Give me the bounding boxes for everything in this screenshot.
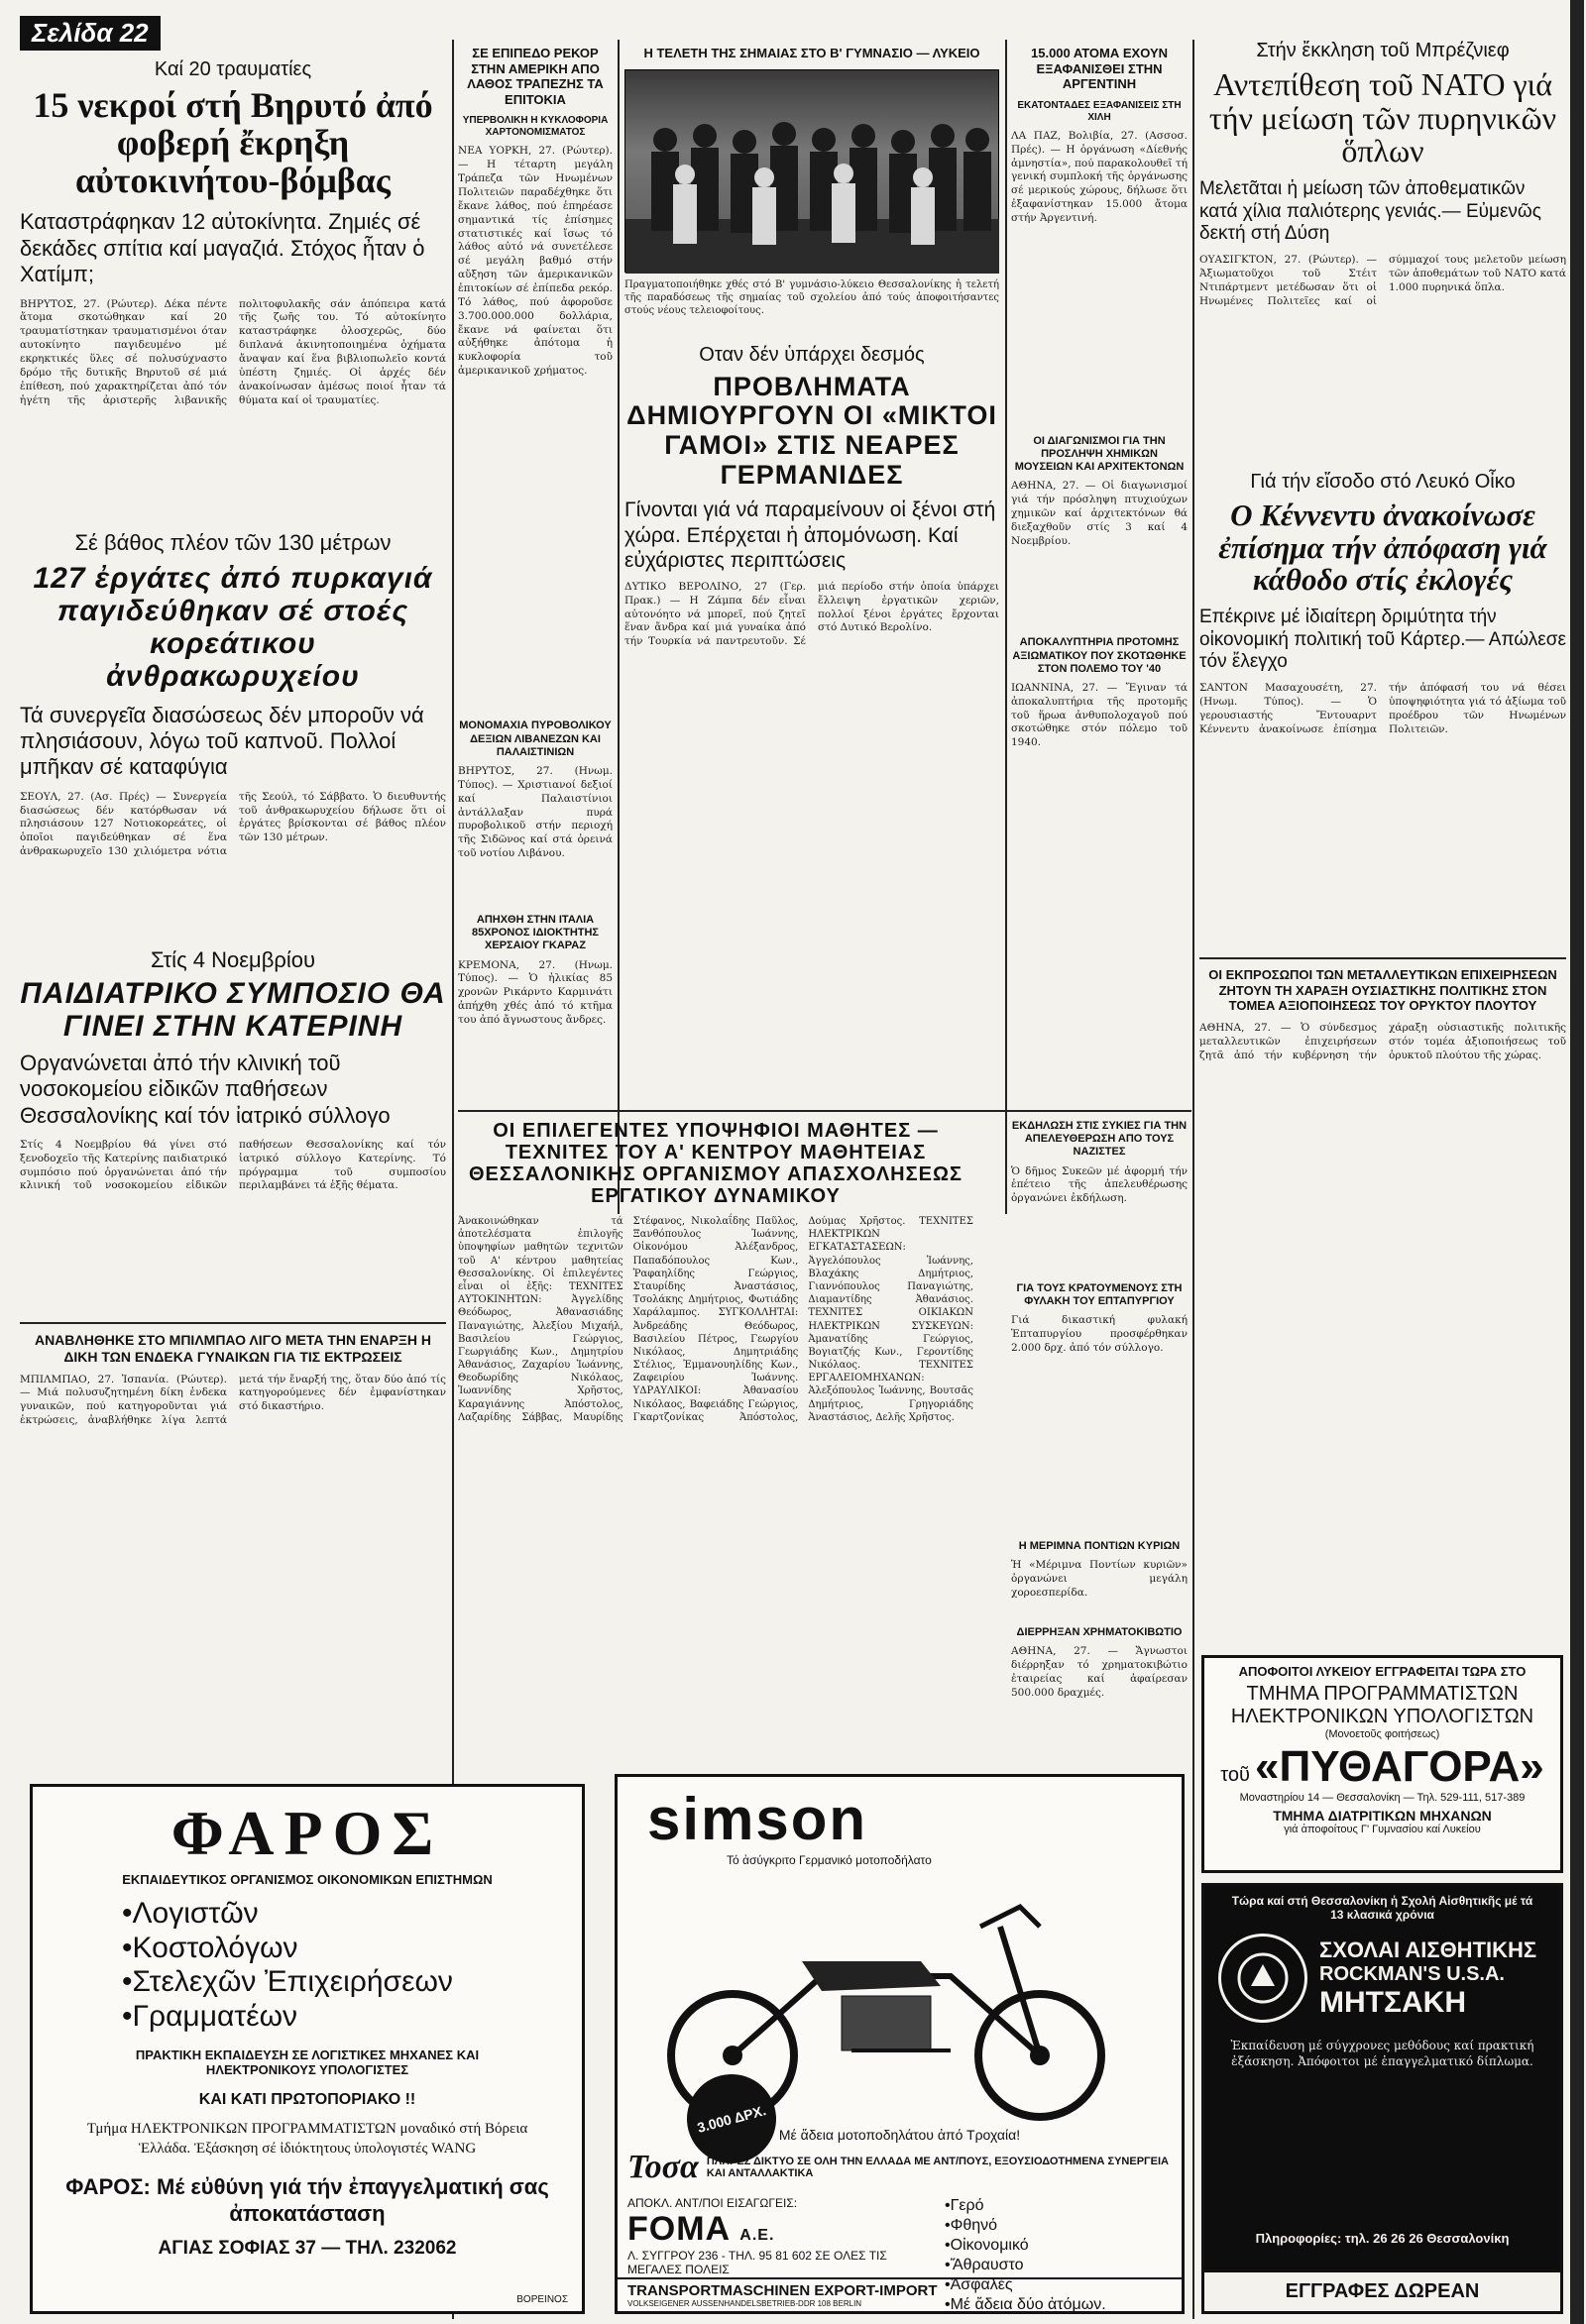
kicker-mine: Σέ βάθος πλέον τῶν 130 μέτρων (74, 529, 392, 555)
article-rates: ΝΕΑ ΥΟΡΚΗ, 27. (Ρώυτερ). — Η τέταρτη μεγάλη Τράπεζα τῶν Ηνωμένων Πολιτειῶν παραδέχθηκε ὅτι ἔκανε λάθος, πού ἐπηρέασε σημαντικά τίς ἐπίσημες στατιστικές καί ἴσως τό λάθος αὐτό νά συνετέλεσε σέ μεγάλη βαθμό στήν αὔξηση τῶν ἀμερικανικῶν ἐπιτοκίων σέ ἐπίπεδα ρεκόρ. Τό λάθος, πού ἀφοροῦσε 3.700.000.000 δολλάρια, ἔκανε νά φαίνεται ὅτι αὐξήθηκε ἀπότομα ἡ κυκλοφορία τοῦ ἀμερικανικοῦ χρήματος. (458, 145, 613, 378)
article-pontian: Ἡ «Μέριμνα Ποντίων κυριῶν» ὀργανώνει μεγάλη χοροεσπερίδα. (1011, 1559, 1188, 1599)
pyth-line1: ΑΠΟΦΟΙΤΟΙ ΛΥΚΕΙΟΥ ΕΓΓΡΑΦΕΙΤΑΙ ΤΩΡΑ ΣΤΟ (1238, 1664, 1527, 1679)
column-rule (1005, 40, 1007, 1214)
faros-item: •Λογιστῶν (122, 1897, 259, 1930)
column-2 (458, 0, 613, 1078)
faros-subtitle: ΕΚΠΑΙΔΕΥΤΙΚΟΣ ΟΡΓΑΝΙΣΜΟΣ ΟΙΚΟΝΟΜΙΚΩΝ ΕΠΙΣΤΗΜΩΝ (122, 1872, 493, 1887)
simson-footer (618, 2277, 1182, 2311)
ad-faros (30, 1784, 585, 2314)
subhead-kennedy: Επέκρινε μέ ἰδιαίτερη δριμύτητα τήν οἰκονομική πολιτική τοῦ Κάρτερ.— Απώλεσε τόν ἔλεγχο (1199, 606, 1566, 673)
feature-item: •Γερό (945, 2197, 984, 2214)
ad-pythagora (1201, 1655, 1563, 1873)
mitsaki-top: Τώρα καί στή Θεσσαλονίκη ἡ Σχολή Αἰσθητικῆς μέ τά 13 κλασικά χρόνια (1231, 1894, 1533, 1922)
faros-line4: ΦΑΡΟΣ: Μέ εὐθύνη γιά τήν ἐπαγγελματική σας ἀποκατάσταση (65, 2173, 549, 2226)
headline-bilbao: ΑΝΑΒΛΗΘΗΚΕ ΣΤΟ ΜΠΙΛΜΠΑΟ ΛΙΓΟ ΜΕΤΑ ΤΗΝ ΕΝΑΡΞΗ Η ΔΙΚΗ ΤΩΝ ΕΝΔΕΚΑ ΓΥΝΑΙΚΩΝ ΓΙΑ ΤΙΣ ΕΚΤΡΩΣΕΙΣ (34, 1331, 432, 1365)
column-rule (618, 40, 620, 1214)
headline-kennedy: Ο Κέννεντυ ἀνακοίνωσε ἐπίσημα τήν ἀπόφαση γιά κάθοδο στίς ἐκλογές (1218, 498, 1547, 598)
simson-brand: simson (647, 1786, 868, 1852)
pyth-line4: ΤΜΗΜΑ ΔΙΑΤΡΙΤΙΚΩΝ ΜΗΧΑΝΩΝ (1273, 1808, 1492, 1824)
article-mine: ΣΕΟΥΛ, 27. (Ασ. Πρές) — Συνεργεία διασώσεως δέν κατόρθωσαν νά πλησιάσουν 127 Νοτιοκορεάτες, οἱ ὁποῖοι παγιδεύθηκαν σέ ἕνα ἀνθρακωρυχεῖο 130 χιλιόμετρα νότια τῆς Σεούλ, τό Σάββατο. Ὁ διευθυντής τοῦ ἀνθρακωρυχείου δήλωσε ὅτι οἱ ἐργάτες βρίσκονται σέ βάθος πλέον τῶν 130 μέτρων. (20, 790, 446, 858)
article-argentina: ΛΑ ΠΑΖ, Βολιβία, 27. (Ασσοσ. Πρές). — Η ὀργάνωση «Δίεθνής ἀμνηστία», πού παρακολουθεῖ τή γενική συμπλοκή τῆς ὀργάνωσης σέ μερικούς χώρους, δήλωσε ὅτι ἐξαφανίστηκαν 15.000 ἄτομα στήν Ἀργεντινή. (1011, 129, 1188, 224)
dealer-line: ΠΛΗΡΕΣ ΔΙΚΤΥΟ ΣΕ ΟΛΗ ΤΗΝ ΕΛΛΑΔΑ ΜΕ ΑΝΤ/ΠΟΥΣ, ΕΞΟΥΣΙΟΔΟΤΗΜΕΝΑ ΣΥΝΕΡΓΕΙΑ ΚΑΙ ΑΝΤΑΛΛΑΚΤΙΚΑ (706, 2156, 1170, 2179)
article-marriages: ΔΥΤΙΚΟ ΒΕΡΟΛΙΝΟ, 27 (Γερ. Πρακ.) — Η Ζάμπα δέν εἶναι αὐτονόητο νά μπορεῖ, πού ζητεῖ ἕναν ἄνδρα καί μιά γυναίκα ἀπό τήν Τουρκία νά παντρευτοῦν. Σέ μιά περίοδο στήν ὁποία ὑπάρχει ἔλλειψη ἐργατικῶν χεριῶν, πολλοί ξένοι ἐργάτες ἔρχονται στό Δυτικό Βερολίνο. (624, 580, 999, 648)
importer-address: Λ. ΣΥΓΓΡΟΥ 236 - ΤΗΛ. 95 81 602 ΣΕ ΟΛΕΣ ΤΙΣ ΜΕΓΑΛΕΣ ΠΟΛΕΙΣ (627, 2249, 887, 2276)
article-bilbao: ΜΠΙΛΜΠΑΟ, 27. Ἰσπανία. (Ρώυτερ). — Μιά πολυσυζητημένη δίκη ἐνδεκα γυναικῶν, πού κατηγοροῦνται γιά ἐκτρώσεις, ἀναβλήθηκε λίγα λεπτά μετά τήν ἔναρξή της, ὅταν δύο ἀπό τίς κατηγορούμενες δέν ἐμφανίστηκαν στό δικαστήριο. (20, 1373, 446, 1427)
pyth-line5: γιά ἀποφοίτους Γ' Γυμνασίου καί Λυκείου (1284, 1824, 1481, 1835)
mitsaki-emblem-icon (1218, 1934, 1307, 2023)
headline-italy: ΑΠΗΧΘΗ ΣΤΗΝ ΙΤΑΛΙΑ 85ΧΡΟΝΟΣ ΙΔΙΟΚΤΗΤΗΣ ΧΕΡΣΑΙΟΥ ΓΚΑΡΑΖ (471, 913, 600, 952)
pyth-name: «ΠΥΘΑΓΟΡΑ» (1255, 1742, 1544, 1791)
article-lebanon: ΒΗΡΥΤΟΣ, 27. (Ηνωμ. Τύπος). — Χριστιανοί δεξιοί καί Παλαιστίνιοι ἀντάλλαξαν πυρά πυροβολικοῦ στήν περιοχή τῆς Σιδῶνος καί στά ὀρεινά τοῦ νοτίου Λιβάνου. (458, 764, 613, 860)
subhead-argentina: ΕΚΑΤΟΝΤΑΔΕΣ ΕΞΑΦΑΝΙΣΕΙΣ ΣΤΗ ΧΙΛΗ (1017, 99, 1182, 123)
importer-name (627, 2210, 925, 2249)
emblem-graphic (1233, 1948, 1293, 2008)
pyth-address: Μοναστηρίου 14 — Θεσσαλονίκη — Τηλ. 529-111, 517-389 (1239, 1792, 1526, 1804)
section-rule (20, 1322, 446, 1324)
headline-flag: Η ΤΕΛΕΤΗ ΤΗΣ ΣΗΜΑΙΑΣ ΣΤΟ Β' ΓΥΜΝΑΣΙΟ — ΛΥΚΕΙΟ (643, 46, 980, 60)
article-kennedy: ΣΑΝΤΟΝ Μασαχουσέτη, 27. (Ηνωμ. Τύπος). — Ὁ γερουσιαστής Ἔντουαρντ Κέννεντυ ἀνακοίνωσε ἐπίσημα τήν ἀπόφασή του νά θέσει ὑποψηφιότητα γιά τό ἀξίωμα τοῦ προέδρου τῶν Ηνωμένων Πολιτειῶν. (1199, 682, 1566, 735)
headline-marriages: ΠΡΟΒΛΗΜΑΤΑ ΔΗΜΙΟΥΡΓΟΥΝ ΟΙ «ΜΙΚΤΟΙ ΓΑΜΟΙ» ΣΤΙΣ ΝΕΑΡΕΣ ΓΕΡΜΑΝΙΔΕΣ (626, 371, 997, 490)
mitsaki-register: ΕΓΓΡΑΦΕΣ ΔΩΡΕΑΝ (1204, 2269, 1560, 2311)
dealer-logo: Τοσα (627, 2149, 699, 2185)
photo-ceremony (624, 69, 999, 273)
pyth-tou: τοῦ (1220, 1764, 1250, 1786)
simson-tagline: Τό ἀσύγκριτο Γερμανικό μοτοποδήλατο (727, 1853, 932, 1867)
kicker-symposium: Στίς 4 Νοεμβρίου (150, 946, 316, 972)
column-4-lower (1011, 1120, 1188, 1724)
article-prison: Γιά δικαστική φυλακή Ἑπταπυργίου προσφέρθηκαν 2.000 δρχ. ἀπό τόν σύλλογο. (1011, 1313, 1188, 1354)
ad-mitsaki (1201, 1883, 1563, 2314)
article-sykies: Ὁ δῆμος Συκεῶν μέ ἀφορμή τήν ἐπέτειο τῆς ἀπελευθέρωσης ὀργανώνει ἐκδήλωση. (1011, 1164, 1188, 1205)
mitsaki-titles (1319, 1937, 1546, 2020)
pyth-line3: (Μονοετοῦς φοιτήσεως) (1324, 1728, 1440, 1740)
faros-credit: ΒΟΡΕΙΝΟΣ (516, 2294, 568, 2305)
feature-item: •Οἰκονομικό (945, 2237, 1029, 2254)
photo-figures (625, 70, 999, 274)
article-trainees: Ἀνακοινώθηκαν τά ἀποτελέσματα ἐπιλογῆς ὑποψηφίων μαθητῶν τεχνιτῶν τοῦ Α' κέντρου μαθητείας Θεσσαλονίκης. Οἱ ἐπιλεγέντες εἶναι οἱ ἑξῆς: ΤΕΧΝΙΤΕΣ ΑΥΤΟΚΙΝΗΤΩΝ: Ἀγγελίδης Θεόδωρος, Ἀθανασιάδης Παναγιώτης, Ἀλεξίου Μιχαήλ, Βασιλείου Γεώργιος, Γεωργιάδης Κων., Δημητρίου Ἀθανάσιος, Ζαχαρίου Ἰωάννης, Θεοδωρίδης Νικόλαος, Ἰωαννίδης Χρῆστος, Καραγιάννης Ἀπόστολος, Λαζαρίδης Σάββας, Μαυρίδης Στέφανος, Νικολαΐδης Παῦλος, Ξανθόπουλος Ἰωάννης, Οἰκονόμου Ἀλέξανδρος, Παπαδόπουλος Κων., Ῥαφαηλίδης Γεώργιος, Σταυρίδης Ἀναστάσιος, Τσολάκης Δημήτριος, Φωτιάδης Χαράλαμπος. ΣΥΓΚΟΛΛΗΤΑΙ: Ἀνδρεάδης Θεόδωρος, Βασιλείου Πέτρος, Γεωργίου Νικόλαος, Δημητριάδης Στέλιος, Ἐμμανουηλίδης Κων., Ζαφειρίου Ἰωάννης. ΥΔΡΑΥΛΙΚΟΙ: Ἀθανασίου Νικόλαος, Βαφειάδης Γεώργιος, Γκαρτζονίκας Ἀπόστολος, Δούμας Χρῆστος. ΤΕΧΝΙΤΕΣ ΗΛΕΚΤΡΙΚΩΝ ΕΓΚΑΤΑΣΤΑΣΕΩΝ: Ἀγγελόπουλος Ἰωάννης, Βλαχάκης Δημήτριος, Γιαννόπουλος Παναγιώτης, Διαμαντίδης Ἀθανάσιος. ΤΕΧΝΙΤΕΣ ΟΙΚΙΑΚΩΝ ΗΛΕΚΤΡΙΚΩΝ ΣΥΣΚΕΥΩΝ: Ἀμανατίδης Γεώργιος, Βογιατζής Κων., Γεροντίδης Νικόλαος. ΤΕΧΝΙΤΕΣ ΕΡΓΑΛΕΙΟΜΗΧΑΝΩΝ: Ἀλεξόπουλος Ἰωάννης, Βουτσᾶς Δημήτριος, Γρηγοριάδης Ἀναστάσιος, Δελῆς Χρῆστος. (458, 1216, 973, 1423)
headline-nato: Αντεπίθεση τοῦ ΝΑΤΟ γιά τήν μείωση τῶν πυρηνικῶν ὅπλων (1208, 66, 1557, 169)
price-badge: 3.000 ΔΡΧ. (677, 2064, 786, 2173)
headline-symposium: ΠΑΙΔΙΑΤΡΙΚΟ ΣΥΜΠΟΣΙΟ ΘΑ ΓΙΝΕΙ ΣΤΗΝ ΚΑΤΕΡΙΝΗ (20, 976, 446, 1043)
mitsaki-contact: Πληροφορίες: τηλ. 26 26 26 Θεσσαλονίκη (1255, 2231, 1510, 2246)
headline-mining: ΟΙ ΕΚΠΡΟΣΩΠΟΙ ΤΩΝ ΜΕΤΑΛΛΕΥΤΙΚΩΝ ΕΠΙΧΕΙΡΗΣΕΩΝ ΖΗΤΟΥΝ ΤΗ ΧΑΡΑΞΗ ΟΥΣΙΑΣΤΙΚΗΣ ΠΟΛΙΤΙΚΗΣ ΣΤΟΝ ΤΟΜΕΑ ΑΞΙΟΠΟΙΗΣΕΩΣ ΤΟΥ ΟΡΥΚΤΟΥ ΠΛΟΥΤΟΥ (1208, 967, 1557, 1014)
headline-chemists: ΟΙ ΔΙΑΓΩΝΙΣΜΟΙ ΓΙΑ ΤΗΝ ΠΡΟΣΛΗΨΗ ΧΗΜΙΚΩΝ ΜΟΥΣΕΙΩΝ ΚΑΙ ΑΡΧΙΤΕΚΤΟΝΩΝ (1014, 434, 1185, 474)
headline-argentina: 15.000 ΑΤΟΜΑ ΕΧΟΥΝ ΕΞΑΦΑΝΙΣΘΕΙ ΣΤΗΝ ΑΡΓΕΝΤΙΝΗ (1031, 46, 1168, 92)
column-5 (1199, 0, 1566, 1428)
article-chemists: ΑΘΗΝΑ, 27. — Οἱ διαγωνισμοί γιά τήν πρόσληψη πτυχιούχων χημικῶν καί ἀρχιτεκτόνων θά διεξαχθοῦν στίς 3 καί 4 Νοεμβρίου. (1011, 480, 1188, 547)
kicker-nato: Στήν ἔκκληση τοῦ Μπρέζνιεφ (1256, 40, 1510, 61)
article-italy: ΚΡΕΜΟΝΑ, 27. (Ηνωμ. Τύπος). — Ὁ ἠλικίας 85 χρονῶν Ρικάρντο Καρμινάτι ἀπήχθη χθές ἀπό τό κτῆμα του ἀπό ἄγνωστους ἄνδρες. (458, 958, 613, 1026)
column-3 (624, 0, 999, 858)
footer-title: TRANSPORTMASCHINEN EXPORT-IMPORT (627, 2282, 938, 2299)
mitsaki-header (1218, 1934, 1546, 2023)
headline-prison: ΓΙΑ ΤΟΥΣ ΚΡΑΤΟΥΜΕΝΟΥΣ ΣΤΗ ΦΥΛΑΚΗ ΤΟΥ ΕΠΤΑΠΥΡΓΙΟΥ (1016, 1281, 1183, 1307)
feature-item: •Φθηνό (945, 2217, 998, 2234)
faros-item: •Στελεχῶν Ἐπιχειρήσεων (122, 1965, 453, 1998)
article-beirut: ΒΗΡΥΤΟΣ, 27. (Ρώυτερ). Δέκα πέντε ἄτομα σκοτώθηκαν καί 20 τραυματίστηκαν τραυματισμένοι όταν αυτοκίνητο παγιδευμένο μέ εκρηκτικές ὕλες σέ πολυσύχναστο δρόμο τῆς δυτικῆς Βηρυτοῦ σέ μιά ἐπίθεση, πού χαρακτηρίζεται ἀπό τόν ἡγέτη τῆς ἀριστερῆς λιβανικῆς πολιτοφυλακῆς σάν ἀπόπειρα κατά τῆς ζωῆς του. Τό αὐτοκίνητο καταστράφηκε ὁλοσχερῶς, δύο διπλανά ἀκινητοποιημένα ὀχήματα ἄναψαν καί ἕνα βιβλιοπωλεῖο κοντά ὑπέστη ζημιές. Οἱ ἀρχές δέν ἀνακοίνωσαν ἀμέσως ποιοί ἦταν τά θύματα καί οἱ τραυματίες. (20, 297, 446, 406)
importer-brand: FOMA (627, 2210, 730, 2248)
headline-bust: ΑΠΟΚΑΛΥΠΤΗΡΙΑ ΠΡΟΤΟΜΗΣ ΑΞΙΩΜΑΤΙΚΟΥ ΠΟΥ ΣΚΟΤΩΘΗΚΕ ΣΤΟΝ ΠΟΛΕΜΟ ΤΟΥ '40 (1012, 636, 1187, 675)
faros-list (122, 1897, 582, 2034)
pyth-line2: ΤΜΗΜΑ ΠΡΟΓΡΑΜΜΑΤΙΣΤΩΝ ΗΛΕΚΤΡΟΝΙΚΩΝ ΥΠΟΛΟΓΙΣΤΩΝ (1230, 1683, 1534, 1727)
section-rule (1199, 957, 1566, 959)
faros-address: ΑΓΙΑΣ ΣΟΦΙΑΣ 37 — ΤΗΛ. 232062 (158, 2237, 457, 2259)
trainees-section (458, 1120, 973, 1844)
article-symposium: Στίς 4 Νοεμβρίου θά γίνει στό ξενοδοχεῖο τῆς Κατερίνης παιδιατρικό συμπόσιο πού ὀργανώνεται ἀπό τήν κλινική τοῦ νοσοκομείου εἰδικῶν παθήσεων Θεσσαλονίκης καί τόν ἰατρικό σύλλογο Κατερίνης. Τό πρόγραμμα τοῦ συμποσίου περιλαμβάνει τά ἑξῆς θέματα. (20, 1138, 446, 1192)
headline-mine: 127 ἐργάτες ἀπό πυρκαγιά παγιδεύθηκαν σέ στοές κορεάτικου ἀνθρακωρυχείου (33, 561, 433, 693)
faros-line2: ΚΑΙ ΚΑΤΙ ΠΡΩΤΟΠΟΡΙΑΚΟ !! (198, 2091, 416, 2108)
ad-simson (615, 1774, 1185, 2314)
footer-small: VOLKSEIGENER AUSSENHANDELSBETRIEB-DDR 108 BERLIN (627, 2299, 862, 2308)
faros-item: •Κοστολόγων (122, 1931, 298, 1964)
feature-item: •Μέ ἄδεια δύο ἀτόμων. (945, 2296, 1106, 2313)
pyth-name-row (1204, 1742, 1560, 1792)
simson-license: Μέ ἄδεια μοτοποδηλάτου ἀπό Τροχαία! (778, 2127, 1021, 2143)
article-bust: ΙΩΑΝΝΙΝΑ, 27. — Ἔγιναν τά ἀποκαλυπτήρια τῆς προτομῆς τοῦ ἥρωα ἀνθυπολοχαγοῦ πού σκοτώθηκε στόν πόλεμο τοῦ 1940. (1011, 681, 1188, 749)
page-edge (1570, 0, 1584, 2324)
mitsaki-title1: ΣΧΟΛΑΙ ΑΙΣΘΗΤΙΚΗΣ (1319, 1937, 1537, 1962)
mitsaki-title2: ROCKMAN'S U.S.A. (1319, 1962, 1505, 1985)
importer-label: ΑΠΟΚΛ. ΑΝΤ/ΠΟΙ ΕΙΣΑΓΩΓΕΙΣ: (627, 2196, 798, 2210)
headline-trainees: ΟΙ ΕΠΙΛΕΓΕΝΤΕΣ ΥΠΟΨΗΦΙΟΙ ΜΑΘΗΤΕΣ — ΤΕΧΝΙΤΕΣ ΤΟΥ Α' ΚΕΝΤΡΟΥ ΜΑΘΗΤΕΙΑΣ ΘΕΣΣΑΛΟΝΙΚΗΣ ΟΡΓΑΝΙΣΜΟΥ ΑΠΑΣΧΟΛΗΣΕΩΣ ΕΡΓΑΤΙΚΟΥ ΔΥΝΑΜΙΚΟΥ (468, 1120, 963, 1207)
feature-item: •Ἀσφαλές (945, 2276, 1013, 2293)
mitsaki-body: Ἐκπαίδευση μέ σύγχρονες μεθόδους καί πρακτική ἐξάσκηση. Ἀπόφοιτοι μέ ἐπαγγελματικό δίπλωμα. (1230, 2039, 1534, 2068)
caption-ceremony: Πραγματοποιήθηκε χθές στό Β' γυμνάσιο-λύκειο Θεσσαλονίκης ἡ τελετή τῆς παραδόσεως τῆς σημαίας τοῦ σχολείου ἀπό τούς ἀποφοιτήσαντες στούς νέους τελειοφοίτους. (624, 278, 999, 316)
faros-line1: ΠΡΑΚΤΙΚΗ ΕΚΠΑΙΔΕΥΣΗ ΣΕ ΛΟΓΙΣΤΙΚΕΣ ΜΗΧΑΝΕΣ ΚΑΙ ΗΛΕΚΤΡΟΝΙΚΟΥΣ ΥΠΟΛΟΓΙΣΤΕΣ (135, 2047, 480, 2077)
column-rule (1192, 40, 1194, 2319)
subhead-symposium: Οργανώνεται ἀπό τήν κλινική τοῦ νοσοκομείου εἰδικῶν παθήσεων Θεσσαλονίκης καί τόν ἰατρικό σύλλογο (20, 1050, 391, 1128)
headline-lebanon: ΜΟΝΟΜΑΧΙΑ ΠΥΡΟΒΟΛΙΚΟΥ ΔΕΞΙΩΝ ΛΙΒΑΝΕΖΩΝ ΚΑΙ ΠΑΛΑΙΣΤΙΝΙΩΝ (459, 719, 612, 758)
section-rule (458, 1110, 1191, 1112)
subhead-nato: Μελετᾶται ἡ μείωση τῶν ἀποθεματικῶν κατά χίλια παλιότερης γενιάς.— Εὐμενῶς δεκτή στή Δύση (1199, 177, 1541, 245)
feature-item: •Ἄθραυστο (945, 2257, 1024, 2273)
importer-suffix: Α.Ε. (739, 2227, 775, 2244)
faros-title: ΦΑΡΟΣ (170, 1798, 444, 1868)
subhead-rates: ΥΠΕΡΒΟΛΙΚΗ Η ΚΥΚΛΟΦΟΡΙΑ ΧΑΡΤΟΝΟΜΙΣΜΑΤΟΣ (462, 115, 609, 139)
article-safe: ΑΘΗΝΑ, 27. — Ἄγνωστοι διέρρηξαν τό χρηματοκιβώτιο ἐταιρείας καί ἀφαίρεσαν 500.000 δραχμές. (1011, 1645, 1188, 1699)
kicker-marriages: Οταν δέν ὑπάρχει δεσμός (699, 343, 925, 366)
headline-safe: ΔΙΕΡΡΗΞΑΝ ΧΡΗΜΑΤΟΚΙΒΩΤΙΟ (1016, 1626, 1183, 1639)
headline-beirut: 15 νεκροί στή Βηρυτό ἀπό φοβερή ἔκρηξη αὐτοκινήτου-βόμβας (33, 85, 433, 200)
subhead-mine: Τά συνεργεῖα διασώσεως δέν μποροῦν νά πλησιάσουν, λόγω τοῦ καπνοῦ. Πολλοί μπῆκαν σέ καταφύγια (20, 702, 424, 780)
faros-item: •Γραμματέων (122, 1999, 297, 2033)
headline-sykies: ΕΚΔΗΛΩΣΗ ΣΤΙΣ ΣΥΚΙΕΣ ΓΙΑ ΤΗΝ ΑΠΕΛΕΥΘΕΡΩΣΗ ΑΠΟ ΤΟΥΣ ΝΑΖΙΣΤΕΣ (1011, 1120, 1188, 1159)
headline-pontian: Η ΜΕΡΙΜΝΑ ΠΟΝΤΙΩΝ ΚΥΡΙΩΝ (1018, 1539, 1181, 1552)
faros-line3: Τμήμα ΗΛΕΚΤΡΟΝΙΚΩΝ ΠΡΟΓΡΑΜΜΑΤΙΣΤΩΝ μοναδικό στή Βόρεια Ἑλλάδα. Ἐξάσκηση σέ ἰδιόκτητους ὑπολογιστές WANG (86, 2121, 528, 2158)
article-nato: ΟΥΑΣΙΓΚΤΟΝ, 27. (Ρώυτερ). — Ἀξιωματοῦχοι τοῦ Στέιτ Ντιπάρτμεντ μετέδωσαν ὅτι οἱ Ηνωμένες Πολιτεῖες καί οἱ σύμμαχοί τους μελετοῦν μείωση τῶν ἀποθεμάτων τοῦ ΝΑΤΟ κατά 1.000 πυρηνικά ὅπλα. (1199, 254, 1566, 307)
column-1 (20, 0, 446, 1606)
article-mining: ΑΘΗΝΑ, 27. — Ὁ σύνδεσμος μεταλλευτικῶν ἐπιχειρήσεων ζητᾶ ἀπό τήν κυβέρνηση τήν χάραξη οὐσιαστικῆς πολιτικῆς στόν τομέα ἀξιοποιήσεως τοῦ ὀρυκτοῦ πλούτου τῆς χώρας. (1199, 1021, 1566, 1061)
kicker: Καί 20 τραυματίες (154, 58, 312, 80)
subhead-beirut: Καταστράφηκαν 12 αὐτοκίνητα. Ζημιές σέ δεκάδες σπίτια καί μαγαζιά. Στόχος ἦταν ὁ Χατίμπ; (20, 209, 425, 287)
subhead-marriages: Γίνονται γιά νά παραμείνουν οἱ ξένοι στή χώρα. Επέρχεται ἡ ἀπομόνωση. Καί εὐχάριστες περιπτώσεις (624, 498, 996, 572)
kicker-kennedy: Γιά τήν εἴσοδο στό Λευκό Οἶκο (1250, 471, 1516, 494)
column-4 (1011, 0, 1188, 821)
page-label: Σελίδα 22 (20, 16, 161, 51)
mitsaki-title3: ΜΗΤΣΑΚΗ (1319, 1985, 1466, 2019)
headline-rates: ΣΕ ΕΠΙΠΕΔΟ ΡΕΚΟΡ ΣΤΗΝ ΑΜΕΡΙΚΗ ΑΠΟ ΛΑΘΟΣ ΤΡΑΠΕΖΗΣ ΤΑ ΕΠΙΤΟΚΙΑ (467, 46, 604, 107)
